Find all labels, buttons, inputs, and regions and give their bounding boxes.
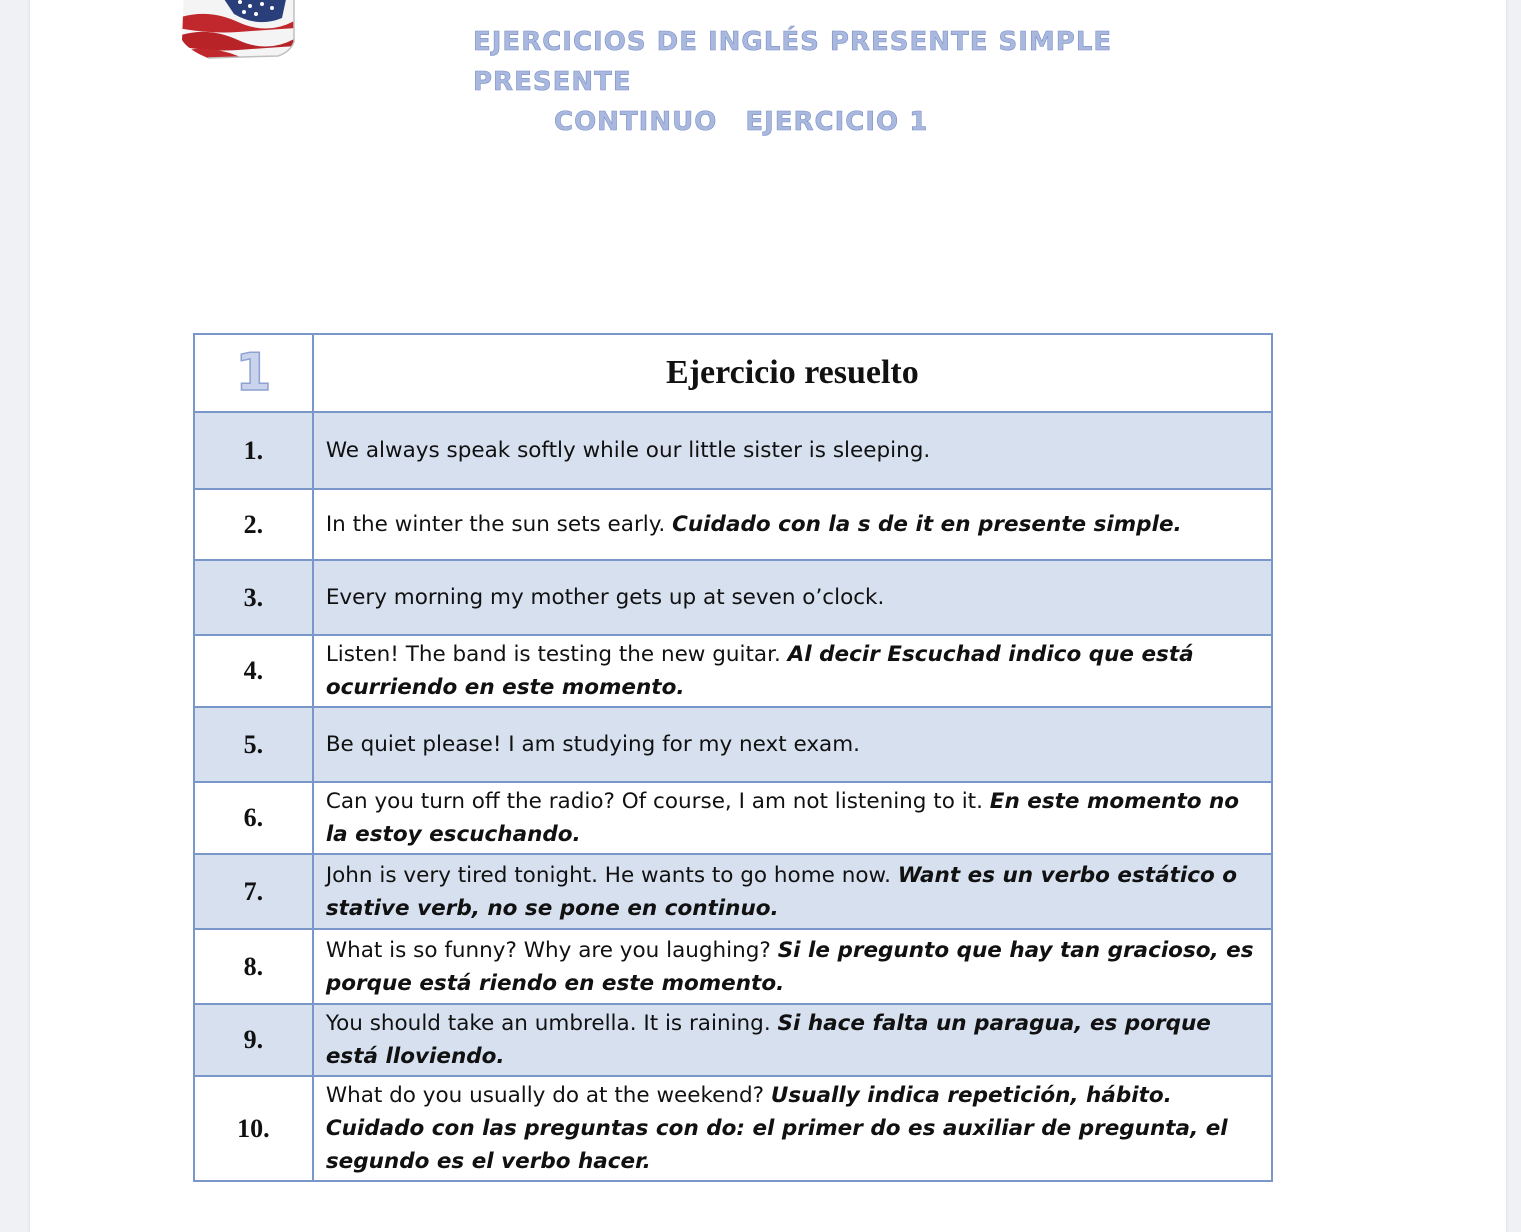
row-note: Cuidado con la s de it en presente simple. [672, 512, 1182, 537]
row-number: 10. [194, 1076, 313, 1181]
row-text [313, 782, 1272, 854]
us-flag-logo [178, 0, 296, 60]
row-note: Si le pregunto que hay tan gracioso, es porque está riendo en este momento. [325, 937, 1254, 996]
row-number: 6. [194, 782, 313, 854]
row-sentence: You should take an umbrella. It is raining. [325, 1011, 778, 1036]
table-row [194, 489, 1272, 560]
row-number: 5. [194, 707, 313, 782]
row-note: Al decir Escuchad indico que está ocurriendo en este momento. [325, 642, 1194, 700]
header-title-part-b: EJERCICIO 1 [745, 107, 929, 137]
row-text [313, 635, 1272, 707]
table-row [194, 707, 1272, 782]
row-sentence: Every morning my mother gets up at seven o’clock. [325, 585, 885, 610]
table-row [194, 929, 1272, 1004]
exercise-table [193, 333, 1273, 1182]
row-text [313, 707, 1272, 782]
row-number: 8. [194, 929, 313, 1004]
table-row [194, 412, 1272, 489]
row-number: 9. [194, 1004, 313, 1076]
row-text [313, 1004, 1272, 1076]
row-text [313, 854, 1272, 929]
row-note: Si hace falta un paragua, es porque está lloviendo. [325, 1011, 1211, 1069]
table-row [194, 635, 1272, 707]
header-title-part-a: CONTINUO [554, 107, 718, 137]
row-sentence: Be quiet please! I am studying for my next exam. [325, 732, 860, 757]
table-row [194, 560, 1272, 635]
document-header-title [470, 22, 1230, 142]
row-number: 4. [194, 635, 313, 707]
exercise-number-cell [194, 334, 313, 412]
row-sentence: John is very tired tonight. He wants to go home now. [325, 862, 898, 888]
table-row [194, 1076, 1272, 1181]
header-title-line2 [470, 102, 1230, 142]
table-row [194, 854, 1272, 929]
header-title-line1: EJERCICIOS DE INGLÉS PRESENTE SIMPLE PRESENTE [473, 27, 1113, 97]
row-text [313, 489, 1272, 560]
row-text [313, 929, 1272, 1004]
row-number: 1. [194, 412, 313, 489]
row-number: 3. [194, 560, 313, 635]
row-number: 7. [194, 854, 313, 929]
row-text [313, 1076, 1272, 1181]
row-sentence: We always speak softly while our little sister is sleeping. [325, 438, 931, 463]
row-note: En este momento no la estoy escuchando. [325, 789, 1240, 847]
table-row [194, 782, 1272, 854]
row-sentence: What is so funny? Why are you laughing? [325, 937, 778, 963]
row-sentence: What do you usually do at the weekend? [325, 1083, 771, 1108]
row-text [313, 560, 1272, 635]
row-sentence: In the winter the sun sets early. [325, 512, 673, 537]
exercise-number: 1 [235, 343, 272, 403]
document-page [30, 0, 1506, 1232]
row-sentence: Listen! The band is testing the new guitar. [325, 642, 788, 667]
row-note: Want es un verbo estático o stative verb, no se pone en continuo. [325, 862, 1238, 921]
table-row [194, 1004, 1272, 1076]
row-text [313, 412, 1272, 489]
row-note: Usually indica repetición, hábito. Cuidado con las preguntas con do: el primer do es auxiliar de pregunta, el segundo es el verbo hacer. [325, 1083, 1228, 1174]
row-sentence: Can you turn off the radio? Of course, I am not listening to it. [325, 789, 990, 814]
row-number: 2. [194, 489, 313, 560]
table-title: Ejercicio resuelto [313, 334, 1272, 412]
table-header-row [194, 334, 1272, 412]
